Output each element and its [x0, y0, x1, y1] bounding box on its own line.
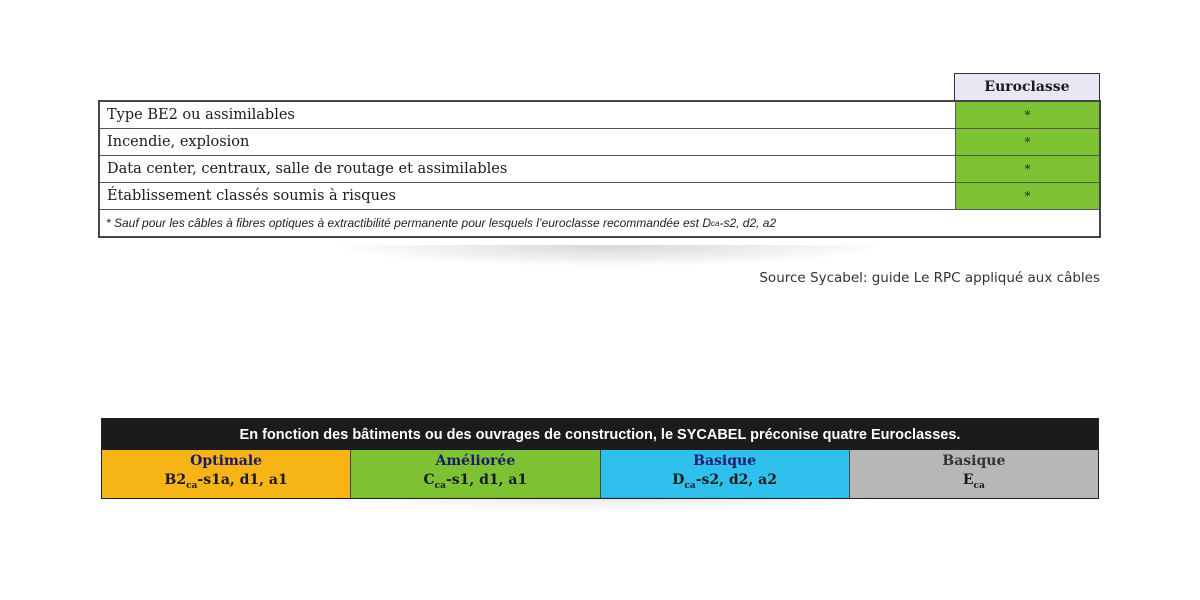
building-type-table — [98, 100, 1101, 238]
euroclasses-recommendation-table — [101, 418, 1099, 499]
euroclass-code: $D_{ca}-s2$, d2, a2 — [672, 472, 777, 491]
footnote-prefix: * Sauf pour les câbles à fibres optiques à extractibilité permanente pour lesquels l’euroclasse recommandée est D — [106, 216, 711, 230]
table-shadow — [330, 245, 890, 267]
euroclasse-header: Euroclasse — [954, 73, 1100, 100]
euroclass-code: $E_{ca}$ — [962, 472, 985, 491]
euroclass-basique-e — [849, 450, 1098, 498]
table-row — [100, 102, 1099, 129]
euroclass-title: Améliorée — [435, 453, 516, 470]
table-row — [100, 183, 1099, 210]
table-row — [100, 129, 1099, 156]
table-footnote — [100, 210, 1099, 236]
euroclass-amelioree — [350, 450, 599, 498]
euroclass-title: Basique — [942, 453, 1006, 470]
row-label: Type BE2 ou assimilables — [100, 102, 956, 128]
table-shadow — [300, 497, 900, 511]
source-caption: Source Sycabel: guide Le RPC appliqué aux câbles — [759, 270, 1100, 286]
euroclasse-cell: * — [956, 129, 1099, 155]
row-label: Établissement classés soumis à risques — [100, 183, 956, 209]
table-row — [100, 156, 1099, 183]
euroclass-cells — [102, 450, 1098, 498]
row-label: Data center, centraux, salle de routage et assimilables — [100, 156, 956, 182]
row-label: Incendie, explosion — [100, 129, 956, 155]
recommendation-header: En fonction des bâtiments ou des ouvrages de construction, le SYCABEL préconise quatre Euroclasses. — [102, 419, 1098, 450]
euroclass-optimale — [102, 450, 350, 498]
euroclass-basique-d — [600, 450, 849, 498]
euroclass-title: Basique — [693, 453, 757, 470]
euroclasse-cell: * — [956, 102, 1099, 128]
euroclass-code: $B2_{ca}-s1a$, d1, a1 — [164, 472, 288, 491]
euroclasse-cell: * — [956, 156, 1099, 182]
euroclass-code: $C_{ca}-s1$, d1, a1 — [423, 472, 528, 491]
footnote-suffix: -s2, d2, a2 — [719, 216, 777, 230]
footnote-subscript: ca — [711, 218, 720, 228]
euroclass-title: Optimale — [190, 453, 263, 470]
euroclasse-cell: * — [956, 183, 1099, 209]
